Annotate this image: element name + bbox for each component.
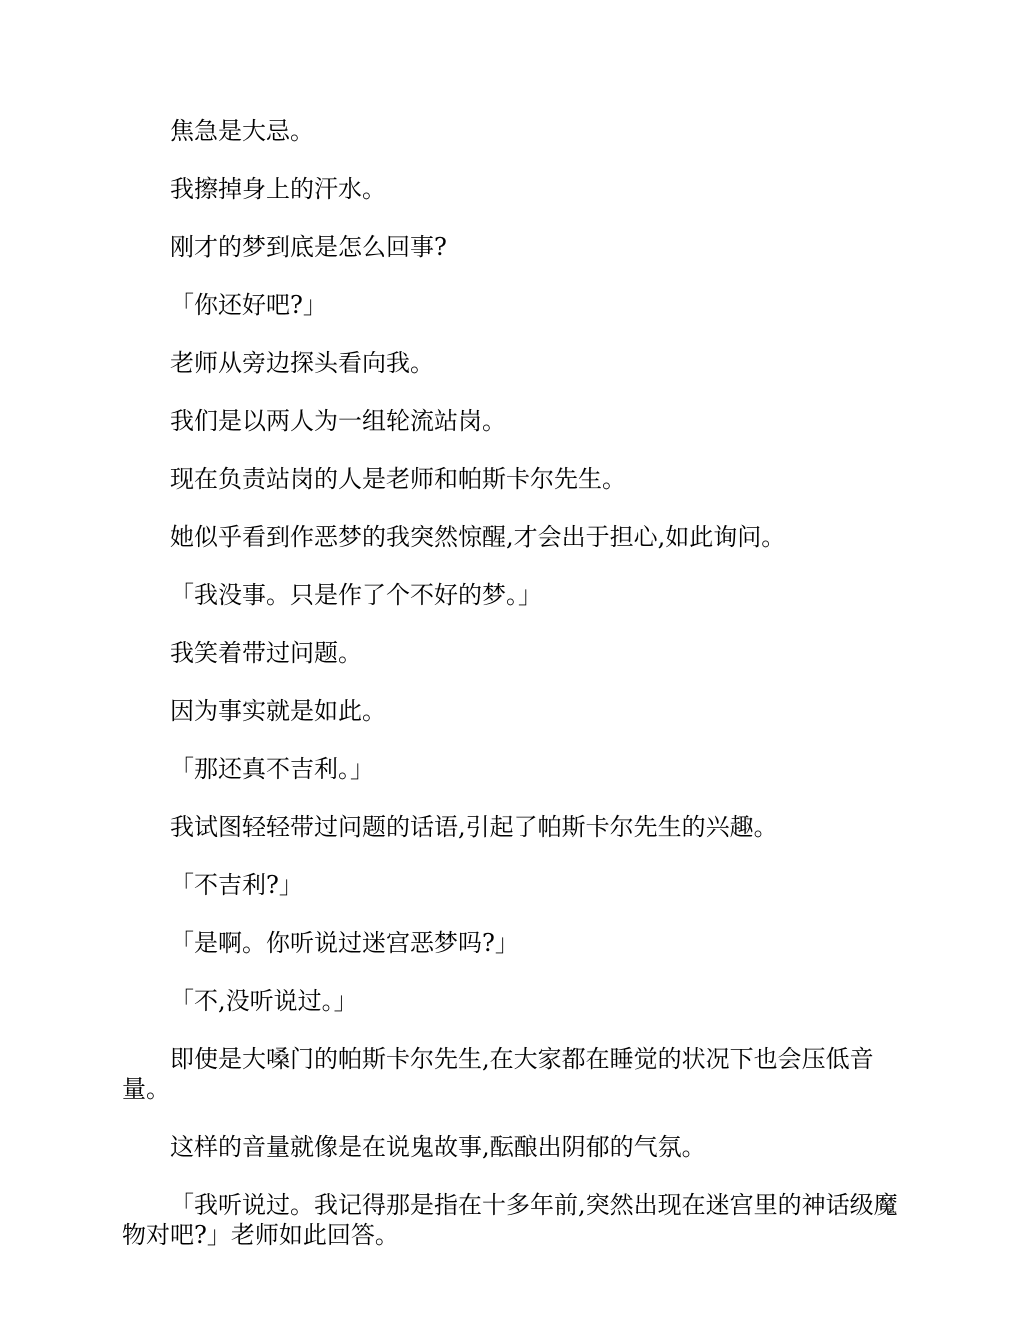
paragraph: 「不吉利?」 <box>170 871 303 899</box>
paragraph: 我笑着带过问题。 <box>170 639 362 667</box>
paragraph: 即使是大嗓门的帕斯卡尔先生,在大家都在睡觉的状况下也会压低音量。 <box>122 1045 874 1103</box>
paragraph: 「我没事。只是作了个不好的梦。」 <box>170 581 542 609</box>
paragraph: 「是啊。你听说过迷宫恶梦吗?」 <box>170 929 519 957</box>
paragraph: 刚才的梦到底是怎么回事? <box>170 233 447 261</box>
paragraph: 我擦掉身上的汗水。 <box>170 175 386 203</box>
text-body <box>122 116 902 1278</box>
paragraph: 因为事实就是如此。 <box>170 697 386 725</box>
paragraph: 「那还真不吉利。」 <box>170 755 374 783</box>
paragraph: 「你还好吧?」 <box>170 291 327 319</box>
paragraph: 焦急是大忌。 <box>170 117 314 145</box>
paragraph: 现在负责站岗的人是老师和帕斯卡尔先生。 <box>170 465 626 493</box>
paragraph: 老师从旁边探头看向我。 <box>170 349 434 377</box>
paragraph: 这样的音量就像是在说鬼故事,酝酿出阴郁的气氛。 <box>170 1133 706 1161</box>
paragraph: 「我听说过。我记得那是指在十多年前,突然出现在迷宫里的神话级魔物对吧?」老师如此回答。 <box>122 1191 898 1249</box>
paragraph: 我们是以两人为一组轮流站岗。 <box>170 407 506 435</box>
paragraph: 她似乎看到作恶梦的我突然惊醒,才会出于担心,如此询问。 <box>170 523 786 551</box>
paragraph: 「不,没听说过。」 <box>170 987 358 1015</box>
paragraph: 我试图轻轻带过问题的话语,引起了帕斯卡尔先生的兴趣。 <box>170 813 778 841</box>
